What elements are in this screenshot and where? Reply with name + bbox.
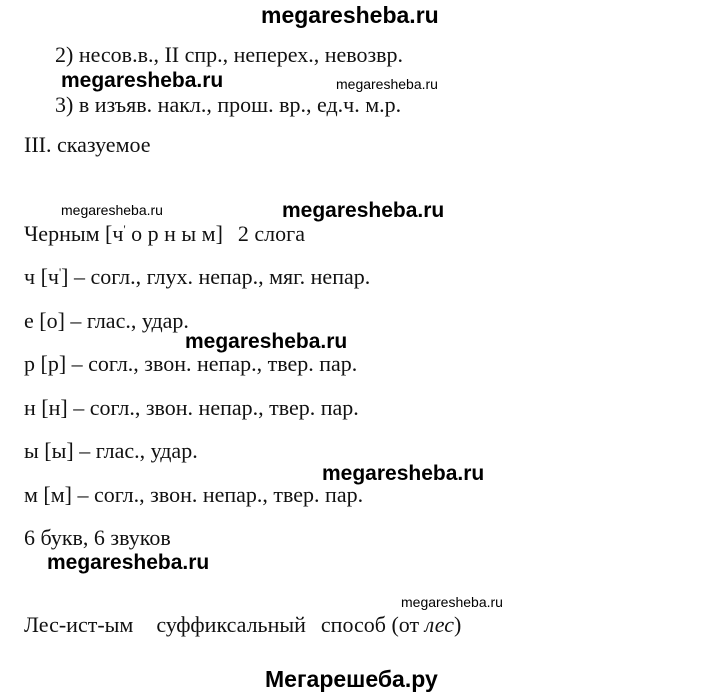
watermark: megaresheba.ru: [322, 462, 485, 485]
watermark: megaresheba.ru: [282, 199, 445, 222]
line-word-formation: Лес-ист-ым суффиксальный способ (от лес): [24, 612, 462, 637]
watermark-top: megaresheba.ru: [261, 2, 439, 28]
softness-mark: ': [58, 265, 62, 279]
line-sound-m: м [м] – согл., звон. непар., твер. пар.: [24, 482, 364, 507]
line-sound-r: р [р] – согл., звон. непар., твер. пар.: [24, 351, 358, 376]
line-sound-e: е [о] – глас., удар.: [24, 308, 189, 333]
source-word: лес: [424, 612, 455, 637]
line-sound-ch: ч [ч'] – согл., глух. непар., мяг. непар.: [24, 264, 371, 289]
transcription-open: [ч: [105, 221, 124, 246]
watermark: megaresheba.ru: [185, 330, 348, 353]
line-transcription: [24, 221, 305, 247]
syllable-count: 2 слога: [237, 221, 305, 246]
softness-mark: ': [123, 222, 126, 236]
line-count: 6 букв, 6 звуков: [24, 525, 171, 550]
watermark: megaresheba.ru: [61, 69, 224, 92]
line-sound-n: н [н] – согл., звон. непар., твер. пар.: [24, 395, 359, 420]
line-sound-y: ы [ы] – глас., удар.: [24, 438, 198, 463]
watermark: megaresheba.ru: [47, 551, 210, 574]
morpheme-parse: Лес-ист-ым: [24, 612, 134, 637]
watermark: megaresheba.ru: [401, 594, 503, 610]
formation-method: суффиксальный: [156, 612, 306, 637]
line-syntax-role: III. сказуемое: [24, 132, 151, 157]
line-verb-features-3: 3) в изъяв. накл., прош. вр., ед.ч. м.р.: [55, 92, 402, 117]
line-verb-features-2: 2) несов.в., II спр., неперех., невозвр.: [55, 42, 404, 67]
word: Черным: [24, 221, 100, 246]
watermark: megaresheba.ru: [336, 76, 438, 92]
watermark: megaresheba.ru: [61, 202, 163, 218]
transcription-rest: о р н ы м]: [131, 221, 223, 246]
watermark-bottom: Мегарешеба.ру: [265, 666, 438, 692]
